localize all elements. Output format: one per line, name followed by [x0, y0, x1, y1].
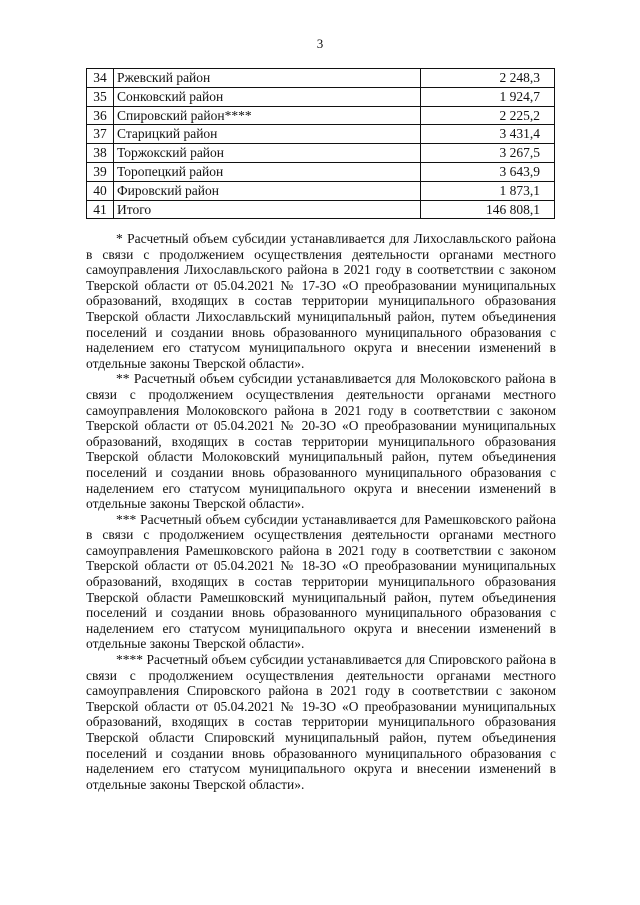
- footnote-molokovo: ** Расчетный объем субсидии устанавливается для Молоковского района в связи с продолжением осуществления деятельности органами местного самоуправления Молоковского района в 2021 году в соответствии с законом Тверской области от 05.04.2021 № 20-ЗО «О преобразовании муниципальных образований, входящих в состав территории муниципального образования Тверской области Молоковский муниципальный район, путем объединения поселений и создании вновь образованного муниципального образования с наделением его статусом муниципального округа и внесении изменений в отдельные законы Тверской области».: [86, 371, 556, 512]
- subsidy-value: 1 924,7: [421, 87, 555, 106]
- table-row: [87, 144, 555, 163]
- row-number: 39: [87, 162, 114, 181]
- district-name: Торжокский район: [114, 144, 421, 163]
- footnote-spirovo: **** Расчетный объем субсидии устанавливается для Спировского района в связи с продолжением осуществления деятельности органами местного самоуправления Спировского района в 2021 году в соответствии с законом Тверской области от 05.04.2021 № 19-ЗО «О преобразовании муниципальных образований, входящих в состав территории муниципального образования Тверской области Спировский муниципальный район, путем объединения поселений и создании вновь образованного муниципального образования с наделением его статусом муниципального округа и внесении изменений в отдельные законы Тверской области».: [86, 652, 556, 792]
- table-row: [87, 69, 555, 88]
- row-number: 37: [87, 125, 114, 144]
- subsidy-value: 3 643,9: [421, 162, 555, 181]
- table-row: [87, 87, 555, 106]
- subsidy-value: 3 267,5: [421, 144, 555, 163]
- subsidy-value: 2 248,3: [421, 69, 555, 88]
- row-number: 35: [87, 87, 114, 106]
- subsidy-value: 3 431,4: [421, 125, 555, 144]
- district-name: Сонковский район: [114, 87, 421, 106]
- table-row: [87, 181, 555, 200]
- row-number: 40: [87, 181, 114, 200]
- district-name: Фировский район: [114, 181, 421, 200]
- subsidy-value: 146 808,1: [421, 200, 555, 219]
- footnotes: [86, 231, 556, 792]
- footnote-rameshki: *** Расчетный объем субсидии устанавливается для Рамешковского района в связи с продолжением осуществления деятельности органами местного самоуправления Рамешковского района в 2021 году в соответствии с законом Тверской области от 05.04.2021 № 18-ЗО «О преобразовании муниципальных образований, входящих в состав территории муниципального образования Тверской области Рамешковский муниципальный район, путем объединения поселений и создании вновь образованного муниципального образования с наделением его статусом муниципального округа и внесении изменений в отдельные законы Тверской области».: [86, 511, 556, 652]
- subsidy-table: [86, 68, 555, 219]
- table-row: [87, 106, 555, 125]
- district-name: Ржевский район: [114, 69, 421, 88]
- row-number: 34: [87, 69, 114, 88]
- district-name: Итого: [114, 200, 421, 219]
- row-number: 36: [87, 106, 114, 125]
- district-name: Торопецкий район: [114, 162, 421, 181]
- page-number: 3: [316, 36, 324, 51]
- footnote-lihoslavl: * Расчетный объем субсидии устанавливается для Лихославльского района в связи с продолжением осуществления деятельности органами местного самоуправления Лихославльского района в 2021 году в соответствии с законом Тверской области от 05.04.2021 № 17-ЗО «О преобразовании муниципальных образований, входящих в состав территории муниципального образования Тверской области Лихославльский муниципальный район, путем объединения поселений и создании вновь образованного муниципального образования с наделением его статусом муниципального округа и внесении изменений в отдельные законы Тверской области».: [86, 231, 556, 371]
- subsidy-value: 1 873,1: [421, 181, 555, 200]
- table-row: [87, 162, 555, 181]
- table-row-total: [87, 200, 555, 219]
- subsidy-value: 2 225,2: [421, 106, 555, 125]
- row-number: 38: [87, 144, 114, 163]
- row-number: 41: [87, 200, 114, 219]
- table-row: [87, 125, 555, 144]
- district-name: Старицкий район: [114, 125, 421, 144]
- district-name: Спировский район****: [114, 106, 421, 125]
